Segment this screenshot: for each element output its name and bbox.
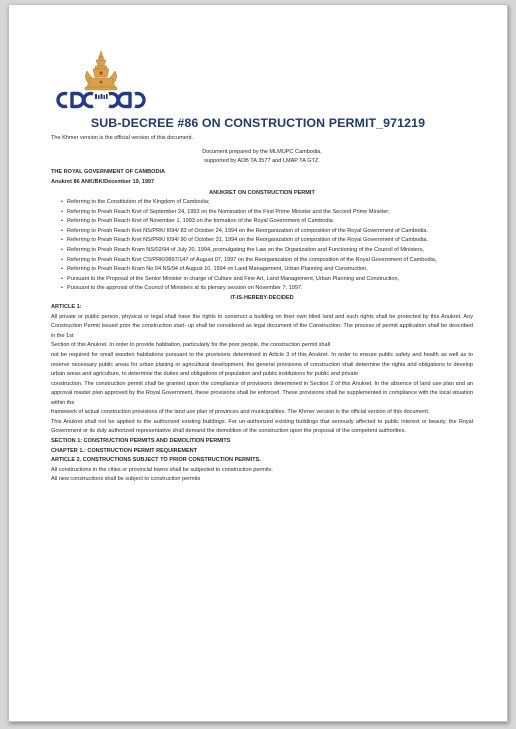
article2-paragraph: All new constructions shall be subject to construction permits [51, 476, 201, 483]
section1-heading: SECTION 1: CONSTRUCTION PERMITS AND DEMOLITION PERMITS [51, 437, 231, 444]
government-heading: THE ROYAL GOVERNMENT OF CAMBODIA [51, 169, 166, 176]
article1-paragraph: This Anukret shall not be applied to the authorized existing buildings. For un-authorized existing buildings that seriously affected to public interest or beauty, the Royal Government or its duly authorized representative shall demand the demolition of the construction upon the proposal of the competent authorities. [51, 418, 473, 435]
list-item: • Referring to Preah Reach Kret of November 1, 1993 on the formation of the Royal Government of Cambodia [62, 217, 473, 227]
cdc-logo [45, 45, 157, 113]
anukret-reference: Anukret 86 ANK/BK/December 19, 1997 [51, 178, 155, 185]
article1-paragraph: framework of actual construction provisions of the land use plan of provinces and municipalities. The Khmer version is the official version of this document. [51, 409, 430, 416]
list-item: • Referring to Preah Reach Kret NS/PRK/ l094/ 90 of October 31, 1994 on the Reorganization of composition of the Royal Government of Cambodia. [62, 236, 473, 246]
document-title: SUB-DECREE #86 ON CONSTRUCTION PERMIT_971219 [90, 116, 426, 130]
list-item: • Referring to Preah Reach Kret CS/PRK/0897/147 of August 07, 1997 on the Reorganization of the composition of the Royal Government of Cambodia, [62, 256, 473, 266]
cdc-emblem-icon [45, 45, 157, 113]
decided-heading: IT-IS-HEREBY-DECIDED [230, 294, 294, 301]
article2-heading: ARTICLE 2. CONSTRUCTIONS SUBJECT TO PRIOR CONSTRUCTION PERMITS. [51, 457, 261, 464]
prepared-by-line: Document prepared by the MLMUPC Cambodia, [202, 148, 322, 155]
article1-paragraph: All private or public person, physical or legal shall have the rights to construct a building on their own titled land and such rights shall be protected by this Anukret. Any Construction Permit issued prior the construction start- up shall be considered as legal document of the Construction. The process of permit application shall be described in the 1st [51, 313, 473, 339]
article1-paragraph: not be required for small wooden habitations pursuant to the provisions determined in Article 3 of this Anukret. In order to ensure public safety and health as well as to reserve necessary public areas for urban planing or agricultural development, the general provisions of construction shall determine the rights and obligations to develop urban areas and agriculture, to determine the duties and obligations of population and public institutions for public and private [51, 352, 473, 378]
list-item: • Referring to Preah Reach Kret of September 24, 1993 on the Nomination of the First Prime Minister and the Second Prime Minister; [62, 208, 473, 218]
references-list [51, 198, 473, 293]
article1-paragraph: construction. The construction permit shall be granted upon the compliance of provisions determined in Section 2 of this Anukret. In the absence of land use plan and an approval master plan approved by the Royal Government, these provisions shall be enforced. These provisions shall be supplemented in compliance with the local situation within the [51, 380, 473, 406]
list-item: • Referring to Preah Reach Kram NS/02/94 of July 20, 1994, promulgating the Law on the Organization and Functioning of the Council of Ministers, [62, 246, 473, 256]
list-item: • Pursuant to the Proposal of the Senior Minister in charge of Culture and Fine Art, Land Management, Urban Planning and Construction, [62, 275, 473, 285]
document-page [8, 4, 508, 722]
chapter1-heading: CHAPTER 1.: CONSTRUCTION PERMIT REQUIREMENT [51, 447, 198, 454]
article1-heading: ARTICLE 1: [51, 304, 82, 311]
anukret-heading: ANUKRET ON CONSTRUCTION PERMIT [209, 189, 315, 196]
list-item: • Pursuant to the approval of the Council of Ministers at its plenary session on November 7, 1997. [62, 284, 473, 294]
document-body [51, 134, 473, 485]
list-item: • Referring to the Constitution of the Kingdom of Cambodia; [62, 198, 473, 208]
article2-paragraph: All constructions in the cities or provincial towns shall be subjected to construction permits. [51, 466, 273, 473]
article1-paragraph: Section of this Anukret. In order to provide habitation, particularly for the poor people, the construction permit shall [51, 342, 331, 349]
supported-by-line: supported by ADB TA 3577 and LMAP TA GTZ. [204, 158, 320, 165]
list-item: • Referring to Preah Reach Kret NS/PRK/ l094/ 83 of October 24, 1994 on the Reorganization of composition of the Royal Government of Cambodia. [62, 227, 473, 237]
official-version-note: The Khmer version is the official version of this document. [51, 135, 194, 141]
list-item: • Referring to Preah Reach Kram No 04 NS/94 of August 10, 1994 on Land Management, Urban Planning and Construction, [62, 265, 473, 275]
